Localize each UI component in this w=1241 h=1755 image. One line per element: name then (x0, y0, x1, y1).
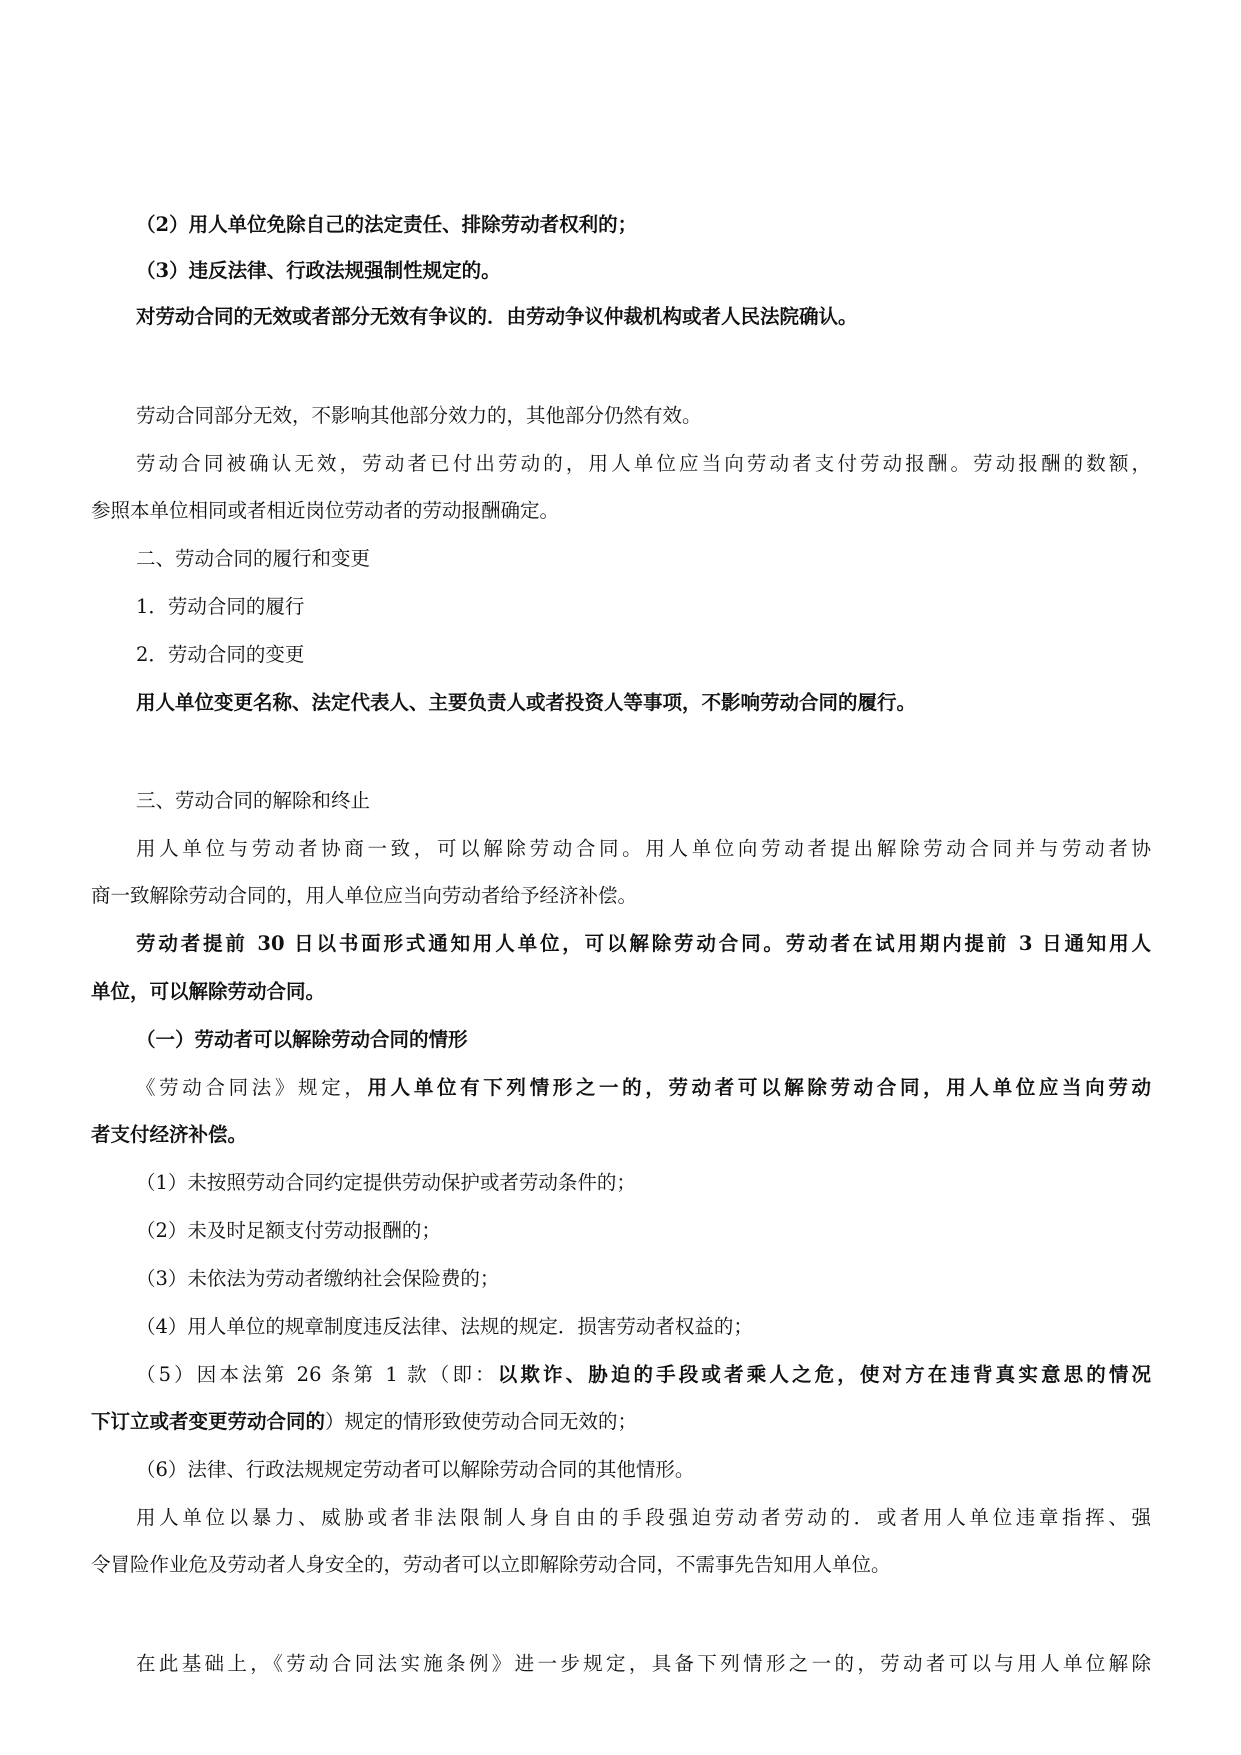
subsection-heading: 2．劳动合同的变更 (136, 643, 305, 666)
paragraph-line: 劳动者提前 30 日以书面形式通知用人单位，可以解除劳动合同。劳动者在试用期内提前 3 日通知用人 (136, 932, 1151, 955)
paragraph-line: 商一致解除劳动合同的，用人单位应当向劳动者给予经济补偿。 (91, 884, 638, 907)
paragraph-line: （3）违反法律、行政法规强制性规定的。 (136, 259, 501, 282)
paragraph-line: 参照本单位相同或者相近岗位劳动者的劳动报酬确定。 (91, 499, 560, 522)
list-item-continuation (91, 1410, 637, 1434)
list-item: （4）用人单位的规章制度违反法律、法规的规定．损害劳动者权益的； (136, 1315, 753, 1338)
emphasis-text: 以欺诈、胁迫的手段或者乘人之危，使对方在违背真实意思的情况 (497, 1363, 1151, 1386)
paragraph-line: 在此基础上，《劳动合同法实施条例》进一步规定，具备下列情形之一的，劳动者可以与用人单位解除 (136, 1652, 1151, 1675)
emphasis-text: 下订立或者变更劳动合同的 (91, 1410, 326, 1433)
emphasis-text: 用人单位有下列情形之一的，劳动者可以解除劳动合同，用人单位应当向劳动 (367, 1076, 1151, 1099)
paragraph-line: 对劳动合同的无效或者部分无效有争议的．由劳动争议仲裁机构或者人民法院确认。 (136, 305, 858, 328)
paragraph-line: 劳动合同部分无效，不影响其他部分效力的，其他部分仍然有效。 (136, 404, 702, 427)
law-citation: 《劳动合同法》规定， (136, 1076, 368, 1099)
list-item: （3）未依法为劳动者缴纳社会保险费的； (136, 1267, 500, 1290)
paragraph-line: 单位，可以解除劳动合同。 (91, 980, 326, 1003)
paragraph-line: （2）用人单位免除自己的法定责任、排除劳动者权利的； (136, 213, 638, 236)
paragraph-line: 用人单位与劳动者协商一致，可以解除劳动合同。用人单位向劳动者提出解除劳动合同并与劳动者协 (136, 837, 1151, 860)
list-item-text: ）规定的情形致使劳动合同无效的； (325, 1410, 638, 1433)
paragraph-line: 用人单位以暴力、威胁或者非法限制人身自由的手段强迫劳动者劳动的．或者用人单位违章指挥、强 (136, 1506, 1151, 1529)
list-item: （2）未及时足额支付劳动报酬的； (136, 1219, 441, 1242)
list-item: （1）未按照劳动合同约定提供劳动保护或者劳动条件的； (136, 1171, 636, 1194)
section-heading: 二、劳动合同的履行和变更 (136, 547, 371, 570)
paragraph-line: 劳动合同被确认无效，劳动者已付出劳动的，用人单位应当向劳动者支付劳动报酬。劳动报酬的数额， (136, 452, 1151, 475)
paragraph-line: 令冒险作业危及劳动者人身安全的，劳动者可以立即解除劳动合同，不需事先告知用人单位。 (91, 1553, 891, 1576)
paragraph-line (136, 1076, 1151, 1100)
paragraph-line: 用人单位变更名称、法定代表人、主要负责人或者投资人等事项，不影响劳动合同的履行。 (136, 691, 917, 714)
list-item (136, 1363, 1151, 1387)
list-item: （6）法律、行政法规规定劳动者可以解除劳动合同的其他情形。 (136, 1458, 695, 1481)
paragraph-line: 者支付经济补偿。 (91, 1123, 248, 1146)
section-heading: 三、劳动合同的解除和终止 (136, 789, 371, 812)
subsection-heading: 1．劳动合同的履行 (136, 595, 305, 618)
list-item-text: （5）因本法第 26 条第 1 款（即： (136, 1363, 498, 1386)
subsection-heading: （一）劳动者可以解除劳动合同的情形 (136, 1028, 468, 1051)
